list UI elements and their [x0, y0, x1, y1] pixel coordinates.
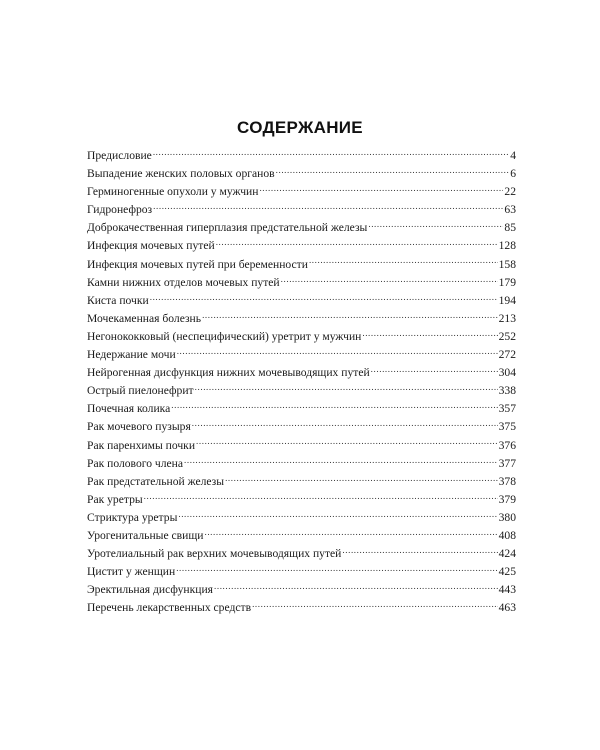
toc-entry-title: Недержание мочи — [87, 348, 176, 362]
dot-leader — [276, 165, 510, 177]
dot-leader — [177, 346, 498, 358]
toc-entry-page-number: 376 — [498, 438, 516, 452]
dot-leader — [202, 310, 498, 322]
dot-leader — [216, 237, 498, 249]
toc-entry-page-number: 85 — [504, 221, 516, 235]
table-of-contents — [87, 147, 516, 617]
dot-leader — [309, 256, 498, 268]
dot-leader — [153, 201, 503, 213]
toc-entry — [87, 147, 516, 165]
toc-entry-page-number: 194 — [498, 293, 516, 307]
toc-entry-page-number: 22 — [504, 185, 516, 199]
toc-entry-title: Мочекаменная болезнь — [87, 311, 202, 325]
toc-entry — [87, 292, 516, 310]
toc-entry — [87, 183, 516, 201]
dot-leader — [252, 599, 498, 611]
toc-entry — [87, 491, 516, 509]
toc-entry-page-number: 425 — [498, 565, 516, 579]
toc-entry-title: Выпадение женских половых органов — [87, 167, 275, 181]
toc-entry-title: Киста почки — [87, 293, 149, 307]
toc-entry-title: Рак паренхимы почки — [87, 438, 196, 452]
toc-entry-page-number: 424 — [498, 547, 516, 561]
toc-entry-page-number: 272 — [498, 348, 516, 362]
toc-entry — [87, 165, 516, 183]
toc-entry — [87, 364, 516, 382]
toc-entry-title: Рак мочевого пузыря — [87, 420, 191, 434]
toc-entry-page-number: 380 — [498, 510, 516, 524]
toc-entry-title: Рак предстательной железы — [87, 474, 225, 488]
toc-entry-page-number: 377 — [498, 456, 516, 470]
toc-entry — [87, 346, 516, 364]
toc-entry-page-number: 408 — [498, 528, 516, 542]
toc-entry-title: Инфекция мочевых путей при беременности — [87, 257, 308, 271]
toc-entry — [87, 599, 516, 617]
toc-entry-title: Негонококковый (неспецифический) уретрит у мужчин — [87, 329, 362, 343]
toc-entry-title: Гидронефроз — [87, 203, 153, 217]
toc-entry — [87, 563, 516, 581]
toc-entry — [87, 219, 516, 237]
toc-entry-title: Доброкачественная гиперплазия предстательной железы — [87, 221, 368, 235]
dot-leader — [281, 274, 498, 286]
toc-entry-page-number: 128 — [498, 239, 516, 253]
toc-entry-page-number: 179 — [498, 275, 516, 289]
toc-entry — [87, 274, 516, 292]
toc-entry-title: Инфекция мочевых путей — [87, 239, 215, 253]
dot-leader — [225, 473, 498, 485]
dot-leader — [204, 527, 497, 539]
toc-entry-page-number: 63 — [504, 203, 516, 217]
toc-entry — [87, 382, 516, 400]
toc-entry-page-number: 357 — [498, 402, 516, 416]
toc-entry-title: Предисловие — [87, 149, 152, 162]
toc-entry-title: Эректильная дисфункция — [87, 583, 213, 597]
dot-leader — [153, 147, 509, 159]
toc-entry — [87, 237, 516, 255]
toc-entry-page-number: 375 — [498, 420, 516, 434]
toc-entry — [87, 437, 516, 455]
toc-entry-page-number: 213 — [498, 311, 516, 325]
toc-entry-title: Острый пиелонефрит — [87, 384, 194, 398]
toc-entry-title: Уротелиальный рак верхних мочевыводящих путей — [87, 547, 342, 561]
toc-entry-title: Нейрогенная дисфункция нижних мочевыводящих путей — [87, 366, 370, 380]
toc-entry — [87, 581, 516, 599]
toc-entry-page-number: 463 — [498, 601, 516, 615]
toc-entry-page-number: 158 — [498, 257, 516, 271]
dot-leader — [259, 183, 503, 195]
toc-entry-page-number: 252 — [498, 329, 516, 343]
toc-entry-page-number: 6 — [510, 167, 516, 181]
toc-entry — [87, 400, 516, 418]
toc-entry-title: Урогенитальные свищи — [87, 528, 204, 542]
toc-entry — [87, 509, 516, 527]
toc-entry — [87, 527, 516, 545]
toc-entry-title: Рак уретры — [87, 492, 143, 506]
dot-leader — [195, 382, 498, 394]
dot-leader — [214, 581, 498, 593]
toc-entry-page-number: 4 — [510, 149, 516, 162]
toc-entry-title: Герминогенные опухоли у мужчин — [87, 185, 259, 199]
toc-entry-page-number: 304 — [498, 366, 516, 380]
toc-entry-title: Цистит у женщин — [87, 565, 176, 579]
toc-entry-title: Почечная колика — [87, 402, 171, 416]
dot-leader — [178, 509, 497, 521]
toc-entry — [87, 455, 516, 473]
toc-entry — [87, 545, 516, 563]
toc-entry-page-number: 443 — [498, 583, 516, 597]
toc-entry-page-number: 338 — [498, 384, 516, 398]
dot-leader — [368, 219, 503, 231]
dot-leader — [342, 545, 497, 557]
dot-leader — [176, 563, 497, 575]
toc-entry — [87, 418, 516, 436]
toc-entry-title: Рак полового члена — [87, 456, 184, 470]
toc-entry-title: Камни нижних отделов мочевых путей — [87, 275, 280, 289]
toc-entry-title: Перечень лекарственных средств — [87, 601, 252, 615]
toc-entry-page-number: 378 — [498, 474, 516, 488]
dot-leader — [150, 292, 498, 304]
toc-entry — [87, 256, 516, 274]
dot-leader — [192, 418, 498, 430]
dot-leader — [371, 364, 498, 376]
dot-leader — [184, 455, 498, 467]
dot-leader — [196, 437, 498, 449]
toc-entry — [87, 473, 516, 491]
toc-entry — [87, 201, 516, 219]
toc-entry-title: Стриктура уретры — [87, 510, 178, 524]
dot-leader — [362, 328, 497, 340]
page-title: СОДЕРЖАНИЕ — [237, 118, 363, 137]
toc-entry-page-number: 379 — [498, 492, 516, 506]
dot-leader — [171, 400, 497, 412]
toc-entry — [87, 328, 516, 346]
dot-leader — [144, 491, 498, 503]
toc-entry — [87, 310, 516, 328]
